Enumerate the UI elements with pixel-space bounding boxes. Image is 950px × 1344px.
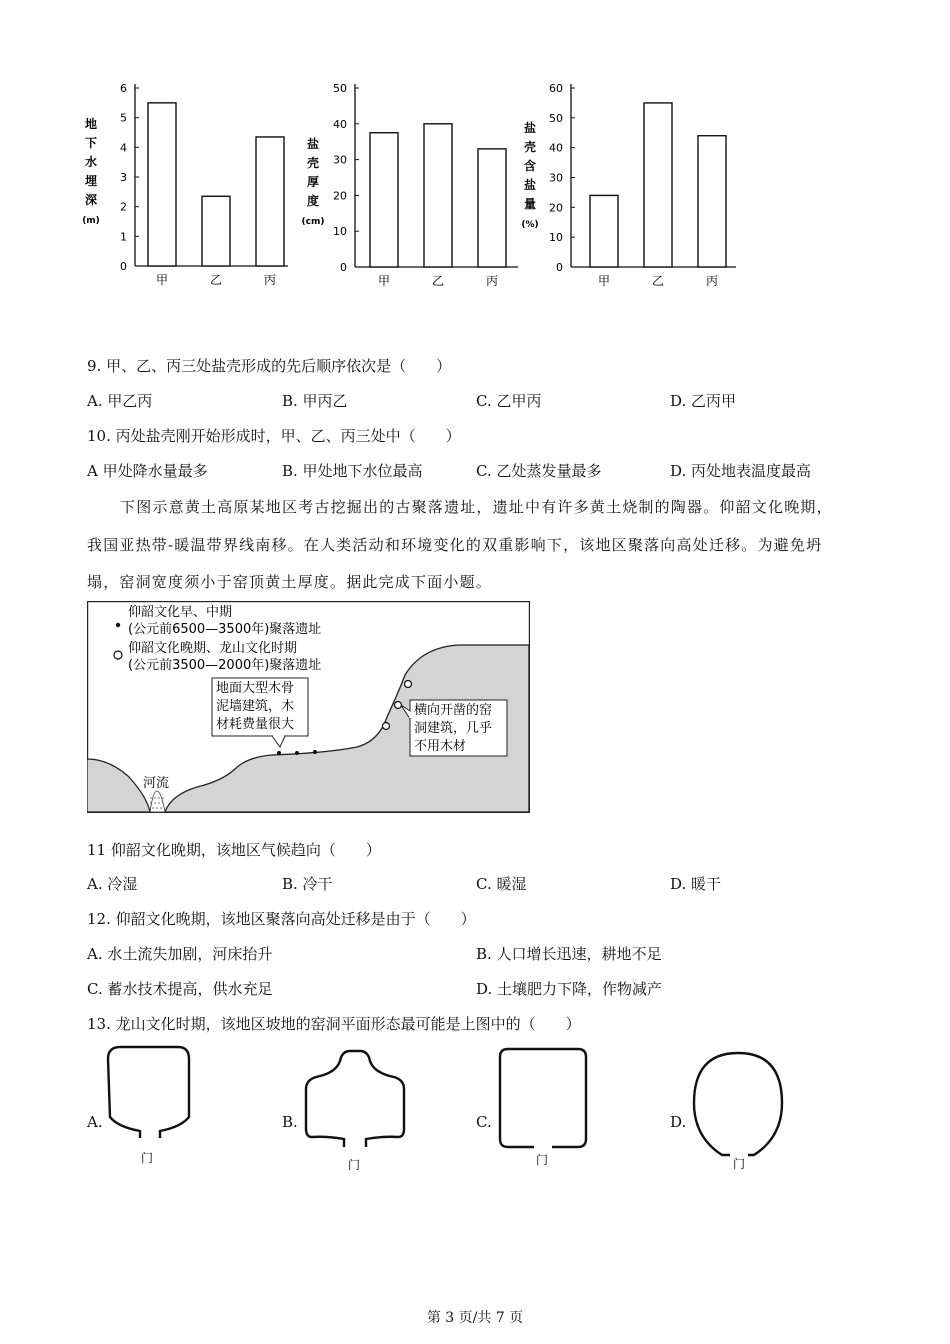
bar-丙 <box>478 149 506 267</box>
x-tick-label: 甲 <box>377 274 391 288</box>
y-axis-label <box>82 116 100 226</box>
y-tick-label: 10 <box>549 231 563 245</box>
q13-option-c-label[interactable]: C. <box>476 1113 492 1131</box>
legend-late-line-2: (公元前3500—2000年)聚落遗址 <box>128 658 322 673</box>
door-label: 门 <box>348 1158 361 1172</box>
q10-option-d[interactable]: D. 丙处地表温度最高 <box>670 462 812 480</box>
q12-option-d[interactable]: D. 土壤肥力下降，作物减产 <box>476 980 663 998</box>
question-12-stem: 12. 仰韶文化晚期，该地区聚落向高处迁移是由于（ ） <box>87 910 476 928</box>
chart-groundwater-depth <box>80 70 290 300</box>
callout-1-line-2: 泥墙建筑，木 <box>216 699 295 714</box>
late-site <box>395 702 402 709</box>
y-tick-label: 40 <box>333 117 347 131</box>
y-tick-label: 50 <box>549 111 563 125</box>
legend-early-line-2: (公元前6500—3500年)聚落遗址 <box>128 622 322 637</box>
cave-shape-c[interactable] <box>494 1043 599 1168</box>
bar-丙 <box>256 137 284 266</box>
y-label-char: 壳 <box>523 140 537 154</box>
page-footer: 第 3 页/共 7 页 <box>426 1310 524 1326</box>
door-label: 门 <box>733 1157 746 1171</box>
early-site <box>277 751 281 755</box>
y-tick-label: 50 <box>333 82 347 95</box>
cave-outline <box>306 1051 404 1147</box>
cave-outline <box>694 1053 782 1155</box>
q13-option-b-label[interactable]: B. <box>282 1113 298 1131</box>
q9-option-c[interactable]: C. 乙甲丙 <box>476 392 542 410</box>
cave-outline <box>500 1049 586 1147</box>
callout-1-line-3: 材耗费量很大 <box>216 717 295 732</box>
x-tick-label: 甲 <box>155 273 169 287</box>
early-site <box>295 751 299 755</box>
y-tick-label: 0 <box>340 261 347 274</box>
bar-甲 <box>148 103 176 266</box>
cave-shape-b[interactable] <box>298 1043 413 1173</box>
y-label-char: 度 <box>306 194 320 208</box>
bar-乙 <box>644 103 672 267</box>
y-label-char: 盐 <box>306 137 320 151</box>
chart-salt-content <box>516 70 738 300</box>
y-tick-label: 20 <box>549 201 563 215</box>
y-tick-label: 5 <box>120 111 127 125</box>
callout-1-line-1: 地面大型木骨 <box>216 681 295 696</box>
y-label-char: 盐 <box>523 178 537 192</box>
y-label-char: (%) <box>521 220 539 230</box>
y-label-char: 厚 <box>306 175 320 189</box>
y-tick-label: 0 <box>556 261 563 274</box>
cave-outline <box>108 1047 189 1138</box>
y-tick-label: 6 <box>120 82 127 95</box>
q11-option-b[interactable]: B. 冷干 <box>282 875 333 893</box>
q12-option-a[interactable]: A. 水土流失加剧，河床抬升 <box>87 945 273 963</box>
x-tick-label: 丙 <box>485 274 499 288</box>
y-axis-label <box>521 120 538 230</box>
q11-option-a[interactable]: A. 冷湿 <box>87 875 138 893</box>
y-label-char: (cm) <box>301 217 325 227</box>
y-label-char: 下 <box>84 136 98 150</box>
q11-option-c[interactable]: C. 暖湿 <box>476 875 527 893</box>
q10-option-a[interactable]: A 甲处降水量最多 <box>87 462 208 480</box>
y-tick-label: 4 <box>120 141 127 155</box>
q9-option-d[interactable]: D. 乙丙甲 <box>670 392 737 410</box>
y-axis-label <box>302 136 325 227</box>
cave-shape-a[interactable] <box>102 1043 197 1168</box>
q9-option-b[interactable]: B. 甲丙乙 <box>282 392 348 410</box>
question-9-stem: 9. 甲、乙、丙三处盐壳形成的先后顺序依次是（ ） <box>87 357 452 375</box>
river-label: 河流 <box>143 776 170 791</box>
legend-late-line-1: 仰韶文化晚期、龙山文化时期 <box>128 641 298 656</box>
y-tick-label: 30 <box>549 171 563 185</box>
bar-乙 <box>202 196 230 266</box>
question-11-stem: 11 仰韶文化晚期，该地区气候趋向（ ） <box>87 841 381 859</box>
x-tick-label: 丙 <box>705 274 719 288</box>
y-label-char: 水 <box>84 155 98 169</box>
y-label-char: 盐 <box>523 121 537 135</box>
y-tick-label: 2 <box>120 200 127 214</box>
late-site <box>405 681 412 688</box>
x-tick-label: 丙 <box>263 273 277 287</box>
legend-early-line-1: 仰韶文化早、中期 <box>128 605 233 620</box>
early-site-legend-marker <box>116 623 120 627</box>
intro-line-2: 我国亚热带-暖温带界线南移。在人类活动和环境变化的双重影响下，该地区聚落向高处迁移。为避免坍 <box>87 536 823 554</box>
bar-丙 <box>698 136 726 267</box>
q11-option-d[interactable]: D. 暖干 <box>670 875 722 893</box>
y-label-char: (m) <box>82 216 100 226</box>
y-label-char: 含 <box>523 159 537 173</box>
y-label-char: 地 <box>84 117 98 131</box>
door-label: 门 <box>141 1151 154 1165</box>
bar-甲 <box>370 133 398 267</box>
y-label-char: 深 <box>84 193 98 207</box>
question-13-stem: 13. 龙山文化时期，该地区坡地的窑洞平面形态最可能是上图中的（ ） <box>87 1015 581 1033</box>
question-10-stem: 10. 丙处盐壳刚开始形成时，甲、乙、丙三处中（ ） <box>87 427 461 445</box>
q12-option-c[interactable]: C. 蓄水技术提高，供水充足 <box>87 980 273 998</box>
cave-shape-d[interactable] <box>688 1043 798 1173</box>
x-tick-label: 乙 <box>651 274 665 288</box>
x-tick-label: 乙 <box>209 273 223 287</box>
q9-option-a[interactable]: A. 甲乙丙 <box>87 392 153 410</box>
y-tick-label: 30 <box>333 153 347 167</box>
y-tick-label: 40 <box>549 141 563 155</box>
q13-option-a-label[interactable]: A. <box>87 1113 103 1131</box>
x-tick-label: 乙 <box>431 274 445 288</box>
y-tick-label: 10 <box>333 225 347 239</box>
late-site-legend-marker <box>114 651 122 659</box>
settlement-diagram <box>87 601 530 813</box>
q10-option-b[interactable]: B. 甲处地下水位最高 <box>282 462 423 480</box>
late-site <box>383 723 390 730</box>
y-label-char: 壳 <box>306 156 320 170</box>
intro-line-3: 塌，窑洞宽度须小于窑顶黄土厚度。据此完成下面小题。 <box>87 573 493 591</box>
door-label: 门 <box>536 1153 549 1167</box>
intro-line-1: 下图示意黄土高原某地区考古挖掘出的古聚落遗址，遗址中有许多黄土烧制的陶器。仰韶文化晚期， <box>120 498 833 516</box>
y-tick-label: 60 <box>549 82 563 95</box>
q10-option-c[interactable]: C. 乙处蒸发量最多 <box>476 462 602 480</box>
callout-2-line-2: 洞建筑，几乎 <box>414 721 493 736</box>
early-site <box>313 750 317 754</box>
callout-2-line-3: 不用木材 <box>414 739 467 754</box>
bar-甲 <box>590 195 618 267</box>
q12-option-b[interactable]: B. 人口增长迅速，耕地不足 <box>476 945 662 963</box>
q13-option-d-label[interactable]: D. <box>670 1113 687 1131</box>
callout-2-line-1: 横向开凿的窑 <box>414 703 493 718</box>
y-tick-label: 3 <box>120 171 127 184</box>
y-label-char: 埋 <box>84 174 98 188</box>
y-tick-label: 20 <box>333 189 347 203</box>
chart-salt-crust-thickness <box>298 70 520 300</box>
y-tick-label: 0 <box>120 260 127 273</box>
y-label-char: 量 <box>523 197 537 211</box>
x-tick-label: 甲 <box>597 274 611 288</box>
bar-乙 <box>424 124 452 267</box>
y-tick-label: 1 <box>120 230 127 244</box>
